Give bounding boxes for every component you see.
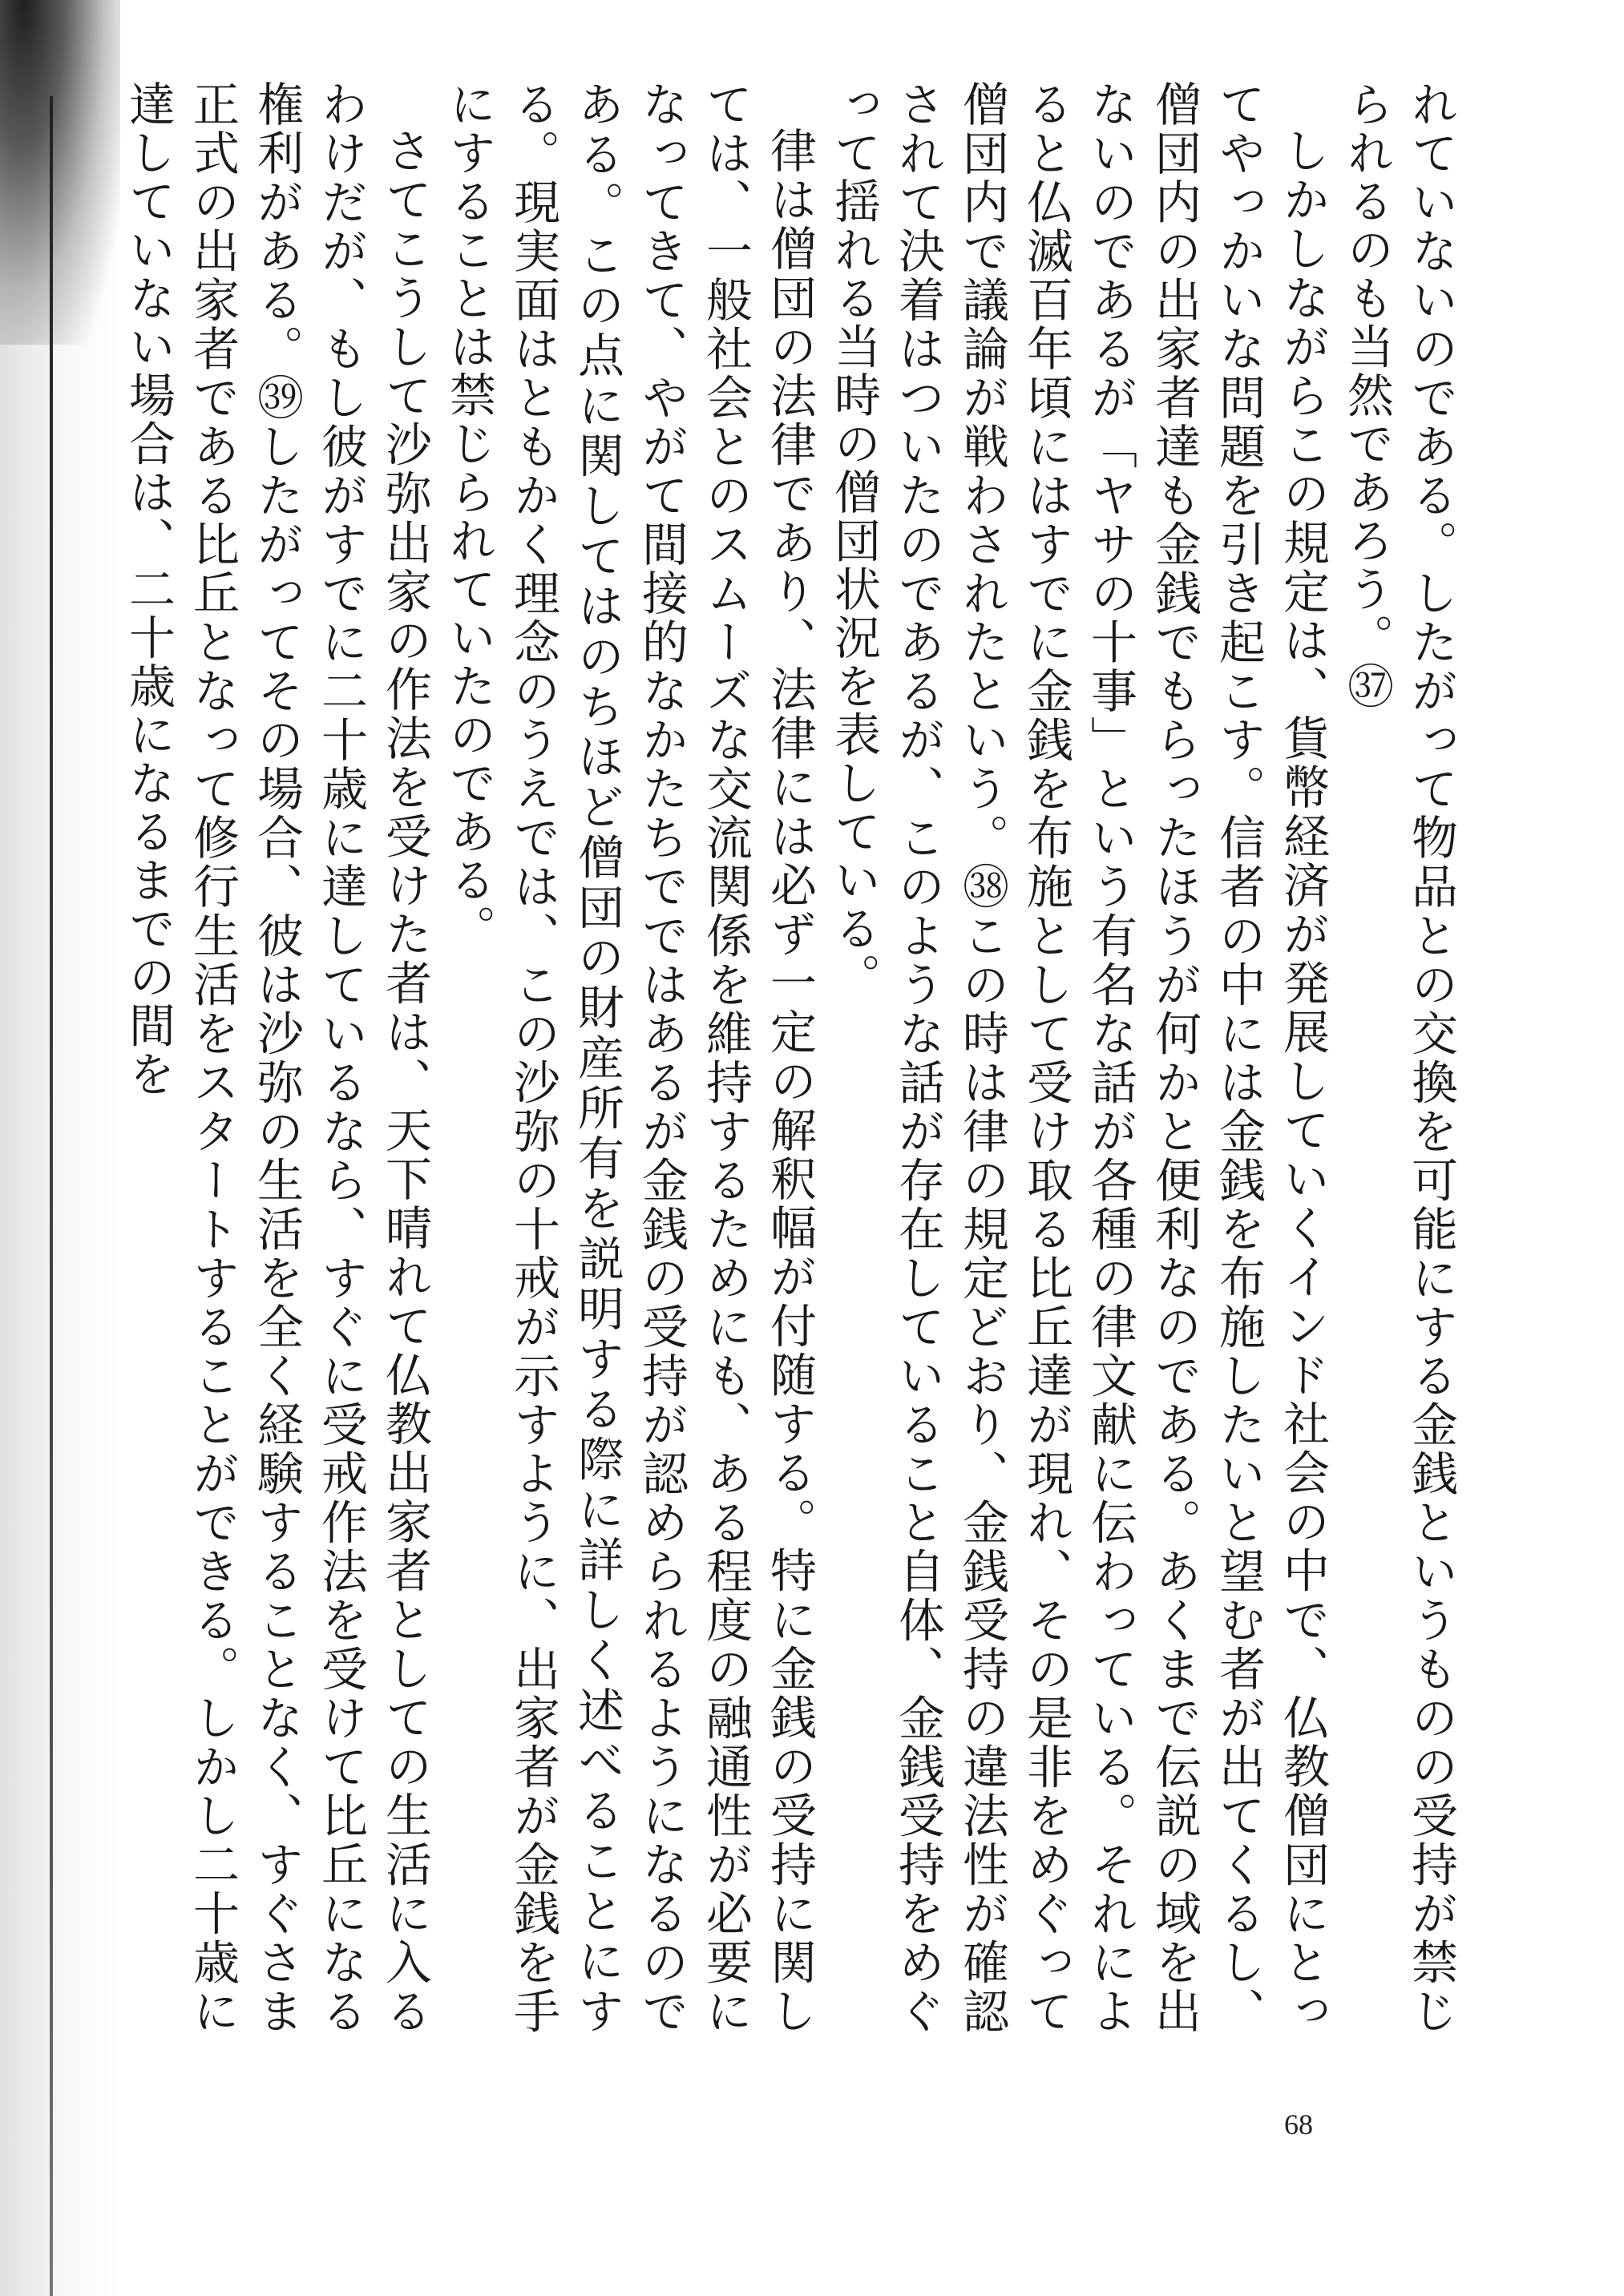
page-number: 68 xyxy=(1284,2108,1313,2141)
book-gutter-line xyxy=(50,96,53,2296)
book-spine-shadow xyxy=(0,0,120,345)
body-text xyxy=(121,80,1463,2036)
paragraph: さてこうして沙弥出家の作法を受けた者は、天下晴れて仏教出家者としての生活に入るわけだが、もし彼がすでに二十歳に達しているなら、すぐに受戒作法を受けて比丘になる権利がある。㊴したがってその場合、彼は沙弥の生活を全く経験することなく、すぐさま正式の出家者である比丘となって修行生活をスタートすることができる。しかし二十歳に達していない場合は、二十歳になるまでの間を xyxy=(121,80,432,2036)
paragraph: 律は僧団の法律であり、法律には必ず一定の解釈幅が付随する。特に金銭の受持に関しては、一般社会とのスムーズな交流関係を維持するためにも、ある程度の融通性が必要になってきて、やがて間接的なかたちでではあるが金銭の受持が認められるようになるのである。この点に関してはのちほど僧団の財産所有を説明する際に詳しく述べることにする。現実面はともかく理念のうえでは、この沙弥の十戒が示すように、出家者が金銭を手にすることは禁じられていたのである。 xyxy=(442,80,817,2036)
paragraph: しかしながらこの規定は、貨幣経済が発展していくインド社会の中で、仏教僧団にとってやっかいな問題を引き起こす。信者の中には金銭を布施したいと望む者が出てくるし、僧団内の出家者達も金銭でもらったほうが何かと便利なのである。あくまで伝説の域を出ないのであるが「ヤサの十事」という有名な話が各種の律文献に伝わっている。それによると仏滅百年頃にはすでに金銭を布施として受け取る比丘達が現れ、その是非をめぐって僧団内で議論が戦わされたという。㊳この時は律の規定どおり、金銭受持の違法性が確認されて決着はついたのであるが、このような話が存在していること自体、金銭受持をめぐって揺れる当時の僧団状況を表している。 xyxy=(826,80,1330,2036)
paragraph: れていないのである。したがって物品との交換を可能にする金銭というものの受持が禁じられるのも当然であろう。㊲ xyxy=(1339,80,1458,2036)
